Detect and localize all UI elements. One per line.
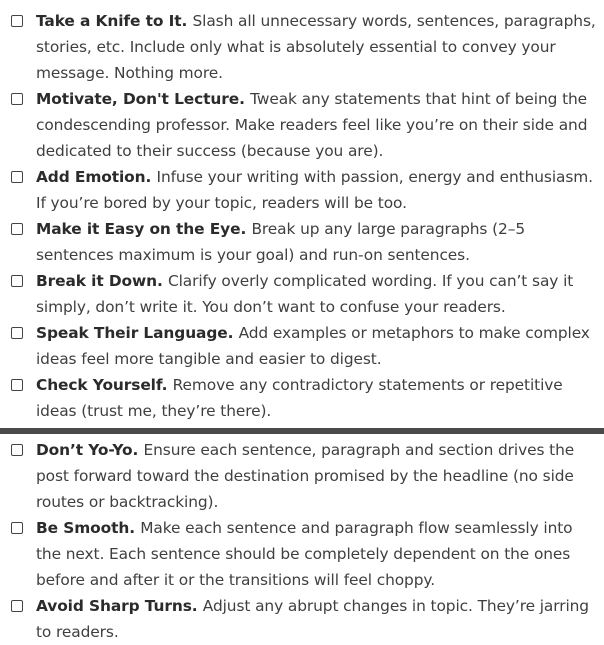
item-title: Avoid Sharp Turns. bbox=[36, 597, 203, 615]
checkbox[interactable] bbox=[11, 444, 23, 456]
checklist-item-easy-on-eye bbox=[0, 216, 604, 268]
item-title: Add Emotion. bbox=[36, 168, 157, 186]
item-text: Slash all unnecessary words, sentences, paragraphs, stories, etc. Include only what is absolutely essential to convey your message. Nothing more. bbox=[36, 12, 596, 82]
checkbox[interactable] bbox=[11, 275, 23, 287]
checklist-item-smooth bbox=[0, 515, 604, 593]
item-title: Take a Knife to It. bbox=[36, 12, 193, 30]
checklist-item-language bbox=[0, 320, 604, 372]
item-title: Break it Down. bbox=[36, 272, 168, 290]
checkbox[interactable] bbox=[11, 223, 23, 235]
item-text: Add examples or metaphors to make complex ideas feel more tangible and easier to digest. bbox=[36, 324, 590, 368]
checklist-item-knife bbox=[0, 8, 604, 86]
checklist-item-check-yourself bbox=[0, 372, 604, 424]
checklist-item-sharp-turns bbox=[0, 593, 604, 645]
checkbox[interactable] bbox=[11, 171, 23, 183]
section-divider bbox=[0, 428, 604, 434]
checklist-item-yo-yo bbox=[0, 437, 604, 515]
item-text: Remove any contradictory statements or repetitive ideas (trust me, they’re there). bbox=[36, 376, 563, 420]
item-text: Break up any large paragraphs (2–5 sentences maximum is your goal) and run-on sentences. bbox=[36, 220, 526, 264]
item-text: Adjust any abrupt changes in topic. They’re jarring to readers. bbox=[36, 597, 589, 641]
checklist-item-motivate bbox=[0, 86, 604, 164]
checklist-item-break-down bbox=[0, 268, 604, 320]
checkbox[interactable] bbox=[11, 327, 23, 339]
editing-checklist bbox=[0, 8, 604, 645]
item-title: Make it Easy on the Eye. bbox=[36, 220, 252, 238]
item-text: Make each sentence and paragraph flow seamlessly into the next. Each sentence should be completely dependent on the ones before and after it or the transitions will feel choppy. bbox=[36, 519, 573, 589]
item-text: Ensure each sentence, paragraph and section drives the post forward toward the destination promised by the headline (no side routes or backtracking). bbox=[36, 441, 575, 511]
item-text: Tweak any statements that hint of being the condescending professor. Make readers feel like you’re on their side and dedicated to their success (because you are). bbox=[36, 90, 588, 160]
checklist-item-emotion bbox=[0, 164, 604, 216]
checkbox[interactable] bbox=[11, 93, 23, 105]
item-title: Check Yourself. bbox=[36, 376, 173, 394]
item-title: Motivate, Don't Lecture. bbox=[36, 90, 251, 108]
checkbox[interactable] bbox=[11, 15, 23, 27]
checkbox[interactable] bbox=[11, 522, 23, 534]
item-title: Speak Their Language. bbox=[36, 324, 239, 342]
checkbox[interactable] bbox=[11, 600, 23, 612]
item-text: Infuse your writing with passion, energy and enthusiasm. If you’re bored by your topic, readers will be too. bbox=[36, 168, 593, 212]
item-title: Be Smooth. bbox=[36, 519, 141, 537]
item-text: Clarify overly complicated wording. If you can’t say it simply, don’t write it. You don’t want to confuse your readers. bbox=[36, 272, 574, 316]
checkbox[interactable] bbox=[11, 379, 23, 391]
item-title: Don’t Yo-Yo. bbox=[36, 441, 144, 459]
